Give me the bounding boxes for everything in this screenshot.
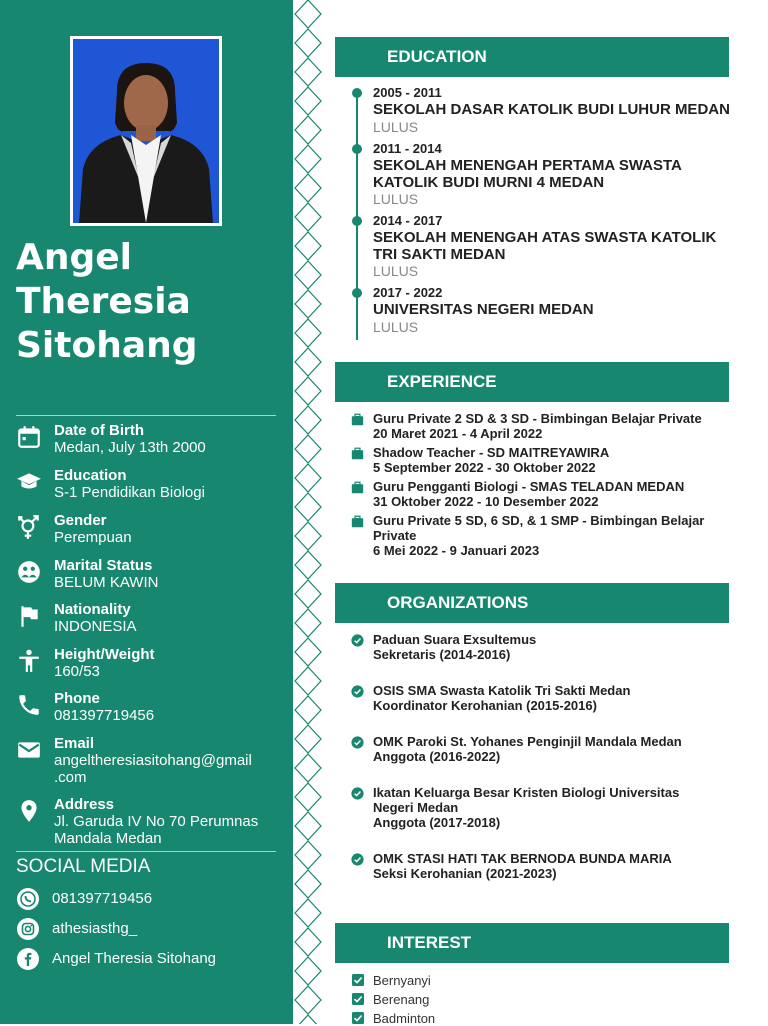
social-text: 081397719456 bbox=[52, 890, 153, 907]
section-header-interest: INTEREST bbox=[335, 923, 729, 963]
info-label: Nationality bbox=[54, 601, 131, 618]
timeline-dot bbox=[352, 144, 362, 154]
pattern-diamond bbox=[295, 841, 321, 869]
info-value-line: angeltheresiasitohang@gmail bbox=[54, 752, 252, 769]
pattern-diamond bbox=[295, 812, 321, 840]
organization-text bbox=[373, 851, 723, 881]
sidebar bbox=[0, 0, 293, 1024]
education-status: LULUS bbox=[373, 119, 419, 135]
info-value bbox=[54, 813, 290, 847]
experience-title: Private bbox=[373, 528, 417, 543]
diamond-pattern bbox=[293, 0, 323, 1024]
pattern-diamond bbox=[295, 0, 321, 28]
info-value: S-1 Pendidikan Biologi bbox=[54, 484, 205, 501]
organization-text bbox=[373, 734, 723, 764]
pattern-diamond bbox=[295, 174, 321, 202]
instagram-icon bbox=[16, 917, 40, 941]
briefcase-icon bbox=[351, 447, 364, 460]
briefcase-icon bbox=[351, 413, 364, 426]
organization-name: Ikatan Keluarga Besar Kristen Biologi Universitas bbox=[373, 785, 680, 800]
info-label: Marital Status bbox=[54, 557, 153, 574]
pattern-diamond bbox=[295, 783, 321, 811]
name-line: Angel bbox=[16, 237, 133, 278]
pattern-diamond bbox=[295, 754, 321, 782]
school-line: KATOLIK BUDI MURNI 4 MEDAN bbox=[373, 174, 605, 191]
organization-name: OMK Paroki St. Yohanes Penginjil Mandala Medan bbox=[373, 734, 682, 749]
experience-dates: 31 Oktober 2022 - 10 Desember 2022 bbox=[373, 494, 599, 509]
pattern-diamond bbox=[295, 406, 321, 434]
info-value-line: Jl. Garuda IV No 70 Perumnas bbox=[54, 813, 259, 830]
social-text: Angel Theresia Sitohang bbox=[52, 950, 217, 967]
sidebar-divider bbox=[16, 851, 276, 852]
section-header-experience: EXPERIENCE bbox=[335, 362, 729, 402]
check-circle-icon bbox=[351, 787, 364, 800]
experience-text bbox=[373, 445, 723, 475]
education-years: 2017 - 2022 bbox=[373, 285, 443, 300]
social-media-title: SOCIAL MEDIA bbox=[16, 856, 151, 877]
organization-name: Negeri Medan bbox=[373, 800, 459, 815]
interest-label: Berenang bbox=[373, 992, 430, 1007]
pattern-diamond bbox=[295, 87, 321, 115]
pattern-diamond bbox=[295, 435, 321, 463]
education-status: LULUS bbox=[373, 319, 419, 335]
info-value: Perempuan bbox=[54, 529, 132, 546]
experience-dates: 6 Mei 2022 - 9 Januari 2023 bbox=[373, 543, 540, 558]
info-label: Address bbox=[54, 796, 115, 813]
organization-role: Sekretaris (2014-2016) bbox=[373, 647, 511, 662]
pattern-diamond bbox=[295, 377, 321, 405]
gender-icon bbox=[16, 514, 42, 540]
info-label: Education bbox=[54, 467, 127, 484]
school-line: SEKOLAH MENENGAH ATAS SWASTA KATOLIK bbox=[373, 229, 717, 246]
pattern-diamond bbox=[295, 899, 321, 927]
info-label: Email bbox=[54, 735, 95, 752]
pattern-diamond bbox=[295, 551, 321, 579]
pattern-diamond bbox=[295, 116, 321, 144]
experience-dates: 20 Maret 2021 - 4 April 2022 bbox=[373, 426, 543, 441]
location-pin-icon bbox=[16, 798, 42, 824]
info-value: 160/53 bbox=[54, 663, 100, 680]
timeline-dot bbox=[352, 288, 362, 298]
pattern-diamond bbox=[295, 348, 321, 376]
organization-name: OMK STASI HATI TAK BERNODA BUNDA MARIA bbox=[373, 851, 672, 866]
interest-label: Badminton bbox=[373, 1011, 436, 1026]
experience-text bbox=[373, 513, 723, 558]
pattern-diamond bbox=[295, 58, 321, 86]
experience-title: Guru Pengganti Biologi - SMAS TELADAN MEDAN bbox=[373, 479, 685, 494]
check-circle-icon bbox=[351, 853, 364, 866]
check-circle-icon bbox=[351, 634, 364, 647]
organization-name: Paduan Suara Exsultemus bbox=[373, 632, 537, 647]
experience-title: Guru Private 5 SD, 6 SD, & 1 SMP - Bimbingan Belajar bbox=[373, 513, 705, 528]
name-line: Theresia bbox=[16, 281, 191, 322]
sidebar-divider bbox=[16, 415, 276, 416]
education-years: 2005 - 2011 bbox=[373, 85, 442, 100]
school-line: SEKOLAH DASAR KATOLIK BUDI LUHUR MEDAN bbox=[373, 101, 730, 118]
education-school bbox=[373, 229, 733, 263]
pattern-diamond bbox=[295, 232, 321, 260]
education-school bbox=[373, 301, 733, 318]
info-value: Medan, July 13th 2000 bbox=[54, 439, 206, 456]
school-line: SEKOLAH MENENGAH PERTAMA SWASTA bbox=[373, 157, 682, 174]
flag-icon bbox=[16, 603, 42, 629]
pattern-diamond bbox=[295, 522, 321, 550]
briefcase-icon bbox=[351, 515, 364, 528]
whatsapp-icon bbox=[16, 887, 40, 911]
interest-label: Bernyanyi bbox=[373, 973, 431, 988]
pattern-diamond bbox=[295, 870, 321, 898]
checkbox-checked-icon bbox=[352, 1012, 364, 1024]
organization-text bbox=[373, 683, 723, 713]
experience-text bbox=[373, 411, 723, 441]
profile-photo bbox=[70, 36, 222, 226]
education-school bbox=[373, 157, 733, 191]
candidate-name bbox=[16, 236, 286, 368]
briefcase-icon bbox=[351, 481, 364, 494]
organization-role: Koordinator Kerohanian (2015-2016) bbox=[373, 698, 597, 713]
checkbox-checked-icon bbox=[352, 974, 364, 986]
pattern-diamond bbox=[295, 1015, 321, 1024]
pattern-diamond bbox=[295, 609, 321, 637]
info-value: INDONESIA bbox=[54, 618, 137, 635]
info-value-line: Mandala Medan bbox=[54, 830, 162, 847]
person-icon bbox=[16, 648, 42, 674]
email-icon bbox=[16, 737, 42, 763]
organization-text bbox=[373, 632, 723, 662]
pattern-diamond bbox=[295, 261, 321, 289]
pattern-diamond bbox=[295, 29, 321, 57]
organization-name: OSIS SMA Swasta Katolik Tri Sakti Medan bbox=[373, 683, 631, 698]
experience-dates: 5 September 2022 - 30 Oktober 2022 bbox=[373, 460, 596, 475]
pattern-diamond bbox=[295, 638, 321, 666]
info-label: Height/Weight bbox=[54, 646, 155, 663]
education-status: LULUS bbox=[373, 191, 419, 207]
organization-role: Anggota (2016-2022) bbox=[373, 749, 501, 764]
school-line: TRI SAKTI MEDAN bbox=[373, 246, 506, 263]
pattern-diamond bbox=[295, 203, 321, 231]
pattern-diamond bbox=[295, 957, 321, 985]
organization-role: Seksi Kerohanian (2021-2023) bbox=[373, 866, 557, 881]
education-years: 2014 - 2017 bbox=[373, 213, 443, 228]
info-label: Phone bbox=[54, 690, 100, 707]
phone-icon bbox=[16, 692, 42, 718]
info-value-line: .com bbox=[54, 769, 87, 786]
pattern-diamond bbox=[295, 696, 321, 724]
pattern-diamond bbox=[295, 667, 321, 695]
check-circle-icon bbox=[351, 736, 364, 749]
info-value: 081397719456 bbox=[54, 707, 155, 724]
calendar-icon bbox=[16, 424, 42, 450]
experience-title: Guru Private 2 SD & 3 SD - Bimbingan Belajar Private bbox=[373, 411, 702, 426]
info-value: BELUM KAWIN bbox=[54, 574, 159, 591]
name-line: Sitohang bbox=[16, 325, 198, 366]
organization-text bbox=[373, 785, 723, 830]
family-icon bbox=[16, 559, 42, 585]
section-header-organizations: ORGANIZATIONS bbox=[335, 583, 729, 623]
checkbox-checked-icon bbox=[352, 993, 364, 1005]
info-label: Gender bbox=[54, 512, 107, 529]
pattern-diamond bbox=[295, 319, 321, 347]
pattern-diamond bbox=[295, 290, 321, 318]
education-years: 2011 - 2014 bbox=[373, 141, 442, 156]
timeline-dot bbox=[352, 216, 362, 226]
experience-title: Shadow Teacher - SD MAITREYAWIRA bbox=[373, 445, 610, 460]
experience-text bbox=[373, 479, 723, 509]
pattern-diamond bbox=[295, 725, 321, 753]
info-label: Date of Birth bbox=[54, 422, 144, 439]
info-value bbox=[54, 752, 290, 786]
timeline-dot bbox=[352, 88, 362, 98]
organization-role: Anggota (2017-2018) bbox=[373, 815, 501, 830]
social-text: athesiasthg_ bbox=[52, 920, 138, 937]
section-header-education: EDUCATION bbox=[335, 37, 729, 77]
education-status: LULUS bbox=[373, 263, 419, 279]
pattern-diamond bbox=[295, 493, 321, 521]
pattern-diamond bbox=[295, 145, 321, 173]
pattern-diamond bbox=[295, 986, 321, 1014]
pattern-diamond bbox=[295, 928, 321, 956]
facebook-icon bbox=[16, 947, 40, 971]
school-line: UNIVERSITAS NEGERI MEDAN bbox=[373, 301, 594, 318]
pattern-diamond bbox=[295, 580, 321, 608]
check-circle-icon bbox=[351, 685, 364, 698]
graduation-cap-icon bbox=[16, 469, 42, 495]
education-school bbox=[373, 101, 733, 118]
pattern-diamond bbox=[295, 464, 321, 492]
